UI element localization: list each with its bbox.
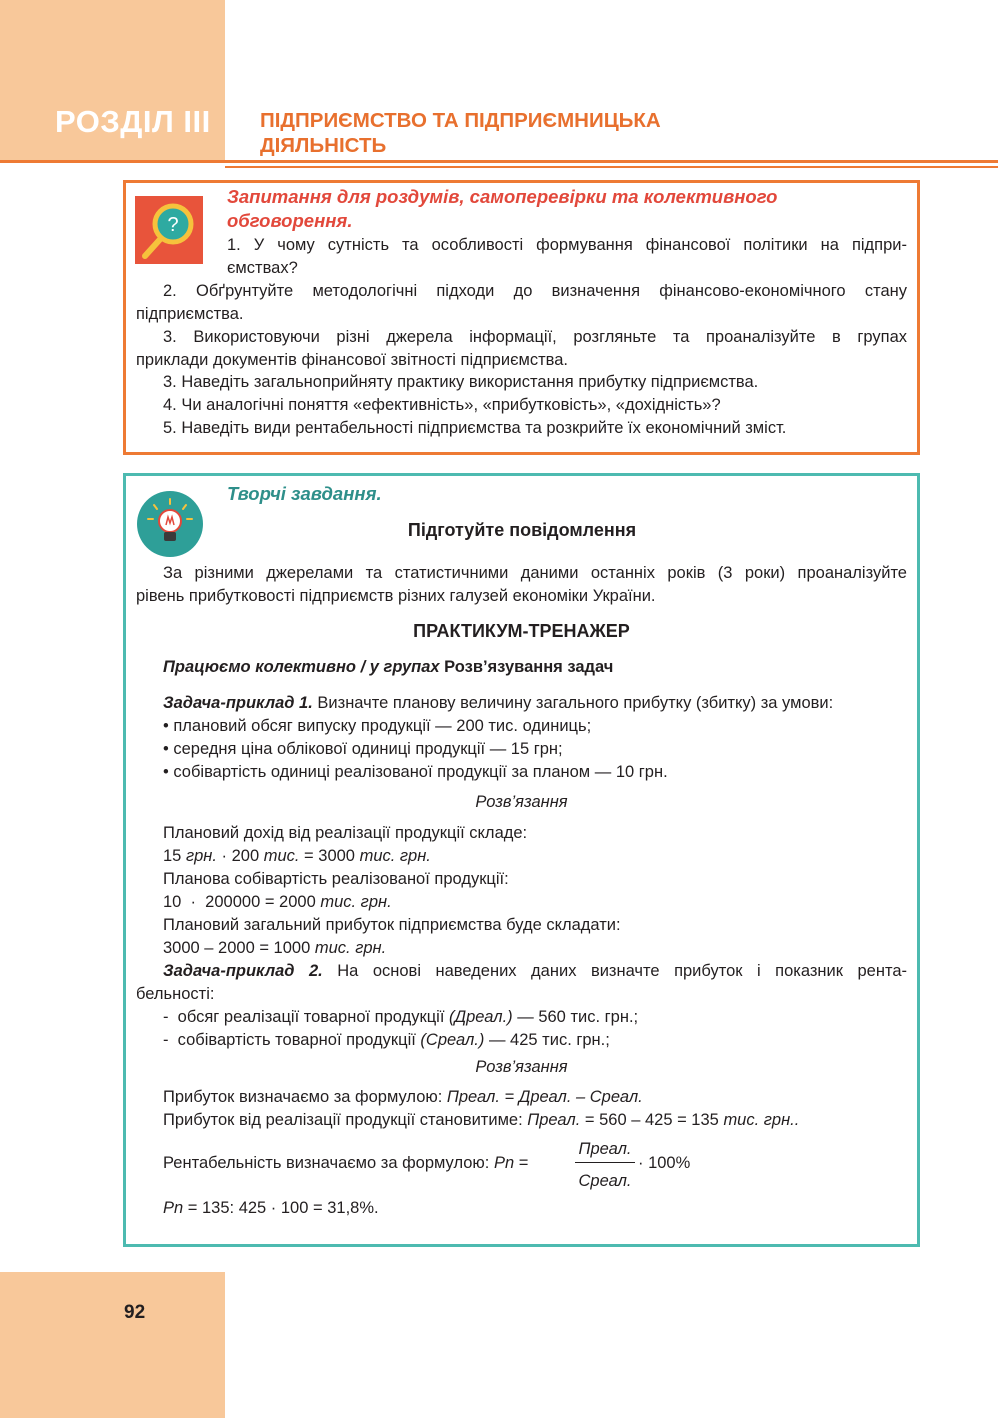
question-3a: 3. Використовуючи різні джерела інформації, розгляньте та проаналізуйте в групах приклади документів фінансової звітності підприємства. bbox=[136, 328, 907, 369]
task-2-item-2: - собівартість товарної продукції (Среал.) — 425 тис. грн.; bbox=[163, 1031, 610, 1049]
chapter-title-line-1: ПІДПРИЄМСТВО ТА ПІДПРИЄМНИЦЬКА bbox=[260, 109, 661, 132]
chapter-title-line-2: ДІЯЛЬНІСТЬ bbox=[260, 134, 387, 157]
creative-subtitle: Підготуйте повідомлення bbox=[407, 520, 637, 540]
question-4: 4. Чи аналогічні поняття «ефективність», «прибутковість», «дохідність»? bbox=[163, 396, 721, 414]
solution-1-line-2: 15 грн. · 200 тис. = 3000 тис. грн. bbox=[163, 847, 431, 865]
solution-2-result: Pn = 135: 425 · 100 = 31,8%. bbox=[163, 1199, 379, 1217]
task-2-line: Задача-приклад 2. На основі наведених даних визначте прибуток і показник рента- бельності: bbox=[136, 962, 907, 1003]
chapter-label: РОЗДІЛ ІІІ bbox=[55, 104, 211, 139]
solution-1-line-3: Планова собівартість реалізованої продукції: bbox=[163, 870, 509, 888]
question-5: 5. Наведіть види рентабельності підприємства та розкрийте їх економічний зміст. bbox=[163, 419, 787, 437]
question-magnifier-icon bbox=[135, 196, 203, 264]
work-mode-line: Працюємо колективно / у групах Розв’язування задач bbox=[163, 658, 614, 676]
task-1-bullet-2: • середня ціна облікової одиниці продукції — 15 грн; bbox=[163, 740, 563, 758]
task-1-line: Задача-приклад 1. Визначте планову величину загального прибутку (збитку) за умови: bbox=[163, 694, 834, 712]
solution-label-1: Розв’язання bbox=[475, 793, 568, 811]
lightbulb-icon bbox=[137, 491, 203, 557]
questions-heading: Запитання для роздумів, самоперевірки та колективного обговорення. bbox=[227, 186, 778, 231]
task-1-bullet-1: • плановий обсяг випуску продукції — 200 тис. одиниць; bbox=[163, 717, 592, 735]
footer-tab bbox=[0, 1272, 225, 1418]
question-3b: 3. Наведіть загальноприйняту практику використання прибутку підприємства. bbox=[163, 373, 759, 391]
solution-label-2: Розв’язання bbox=[475, 1058, 568, 1076]
solution-1-line-6: 3000 – 2000 = 1000 тис. грн. bbox=[163, 939, 387, 957]
formula-numerator: Преал. bbox=[578, 1140, 632, 1158]
page-number: 92 bbox=[124, 1302, 146, 1323]
task-2-item-1: - обсяг реалізації товарної продукції (Дреал.) — 560 тис. грн.; bbox=[163, 1008, 639, 1026]
formula-multiplier: · 100% bbox=[638, 1154, 691, 1172]
practicum-title: ПРАКТИКУМ-ТРЕНАЖЕР bbox=[413, 621, 630, 641]
question-2: 2. Обґрунтуйте методологічні підходи до визначення фінансово-економічного стану підприємства. bbox=[136, 282, 907, 323]
solution-1-line-5: Плановий загальний прибуток підприємства буде складати: bbox=[163, 916, 621, 934]
question-1: 1. У чому сутність та особливості формування фінансової політики на підпри- ємствах? bbox=[227, 236, 907, 277]
task-1-bullet-3: • собівартість одиниці реалізованої продукції за планом — 10 грн. bbox=[163, 763, 668, 781]
formula-fraction-line bbox=[575, 1162, 635, 1163]
profitability-formula-label: Рентабельність визначаємо за формулою: Pn = bbox=[163, 1154, 529, 1172]
creative-heading: Творчі завдання. bbox=[227, 483, 382, 504]
solution-2-line-1: Прибуток визначаємо за формулою: Преал. = Дреал. – Среал. bbox=[163, 1088, 643, 1106]
header-rule bbox=[0, 160, 998, 163]
svg-text:?: ? bbox=[167, 214, 179, 236]
formula-denominator: Среал. bbox=[578, 1172, 632, 1190]
chapter-title bbox=[260, 108, 780, 158]
creative-paragraph: За різними джерелами та статистичними даними останніх років (3 роки) проаналізуйте рівень прибутковості підприємств різних галузей економіки України. bbox=[136, 564, 907, 605]
header-rule-secondary bbox=[225, 166, 998, 168]
solution-1-line-1: Плановий дохід від реалізації продукції складе: bbox=[163, 824, 528, 842]
solution-1-line-4: 10 · 200000 = 2000 тис. грн. bbox=[163, 893, 392, 911]
solution-2-line-2: Прибуток від реалізації продукції становитиме: Преал. = 560 – 425 = 135 тис. грн.. bbox=[163, 1111, 800, 1129]
